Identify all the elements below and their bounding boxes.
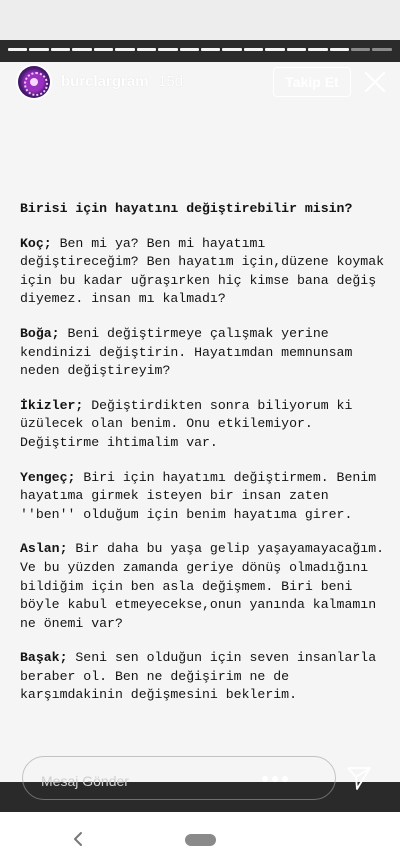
avatar[interactable] — [18, 66, 50, 98]
sign-entry — [20, 235, 385, 309]
sign-name: Aslan; — [20, 541, 68, 557]
progress-segment — [201, 48, 220, 51]
story-header — [0, 62, 400, 106]
sign-text: Ben mi ya? Ben mi hayatımı değiştireceğim? Ben hayatım için,düzene koymak için bu kadar uğraşırken hiç kimse bana değiş diyemez. insan mı kalmadı? — [20, 235, 385, 307]
message-placeholder: Mesaj Gönder — [41, 773, 129, 789]
sign-entry — [20, 397, 385, 453]
sign-name: Başak; — [20, 650, 68, 666]
progress-segment — [158, 48, 177, 51]
more-dot — [262, 776, 268, 782]
status-strip — [0, 0, 400, 40]
progress-segment — [51, 48, 70, 51]
sign-text: Biri için hayatımı değiştirmem. Benim hayatıma girmek isteyen bir insan zaten ''ben'' olduğum için benim hayatıma girer. — [20, 469, 377, 522]
sign-text: Seni sen olduğun için seven insanlarla beraber ol. Ben ne değişirim ne de karşımdakinin değişmesini beklerim. — [20, 650, 377, 703]
username[interactable]: burclargram — [61, 73, 149, 90]
progress-segment — [94, 48, 113, 51]
progress-segment — [115, 48, 134, 51]
progress-segment — [372, 48, 391, 51]
progress-segment — [180, 48, 199, 51]
follow-button[interactable]: Takip Et — [273, 67, 351, 97]
sign-entry — [20, 469, 385, 525]
progress-segment — [265, 48, 284, 51]
back-icon[interactable] — [70, 829, 86, 849]
progress-segment — [222, 48, 241, 51]
more-icon[interactable] — [262, 776, 292, 784]
story-viewer[interactable] — [0, 40, 400, 812]
sign-text: Bir daha bu yaşa gelip yaşayamayacağım. Ve bu yüzden zamanda geriye dönüş olmadığını bildiğim için ben asla değişmem. Biri beni böyle kabul etmeyecekse,onun yanında kalmamın ne önemi var? — [20, 541, 385, 631]
send-icon[interactable] — [345, 764, 373, 792]
post-time: 15d — [158, 73, 184, 90]
sign-name: Yengeç; — [20, 469, 76, 485]
sign-entry — [20, 649, 385, 705]
avatar-core — [30, 78, 38, 86]
system-nav-bar — [0, 812, 400, 866]
story-progress-bar — [8, 48, 392, 51]
more-dot — [282, 776, 288, 782]
progress-segment — [244, 48, 263, 51]
progress-segment — [137, 48, 156, 51]
progress-segment — [330, 48, 349, 51]
more-dot — [272, 776, 278, 782]
progress-segment — [29, 48, 48, 51]
sign-text: Beni değiştirmeye çalışmak yerine kendinizi değiştirin. Hayatımdan memnunsam neden değiştireyim? — [20, 325, 353, 379]
sign-name: İkizler; — [20, 397, 84, 413]
story-question: Birisi için hayatını değiştirebilir misin? — [20, 201, 353, 216]
sign-entry — [20, 540, 385, 633]
story-text — [20, 200, 385, 721]
progress-segment — [72, 48, 91, 51]
progress-segment — [287, 48, 306, 51]
sign-name: Boğa; — [20, 325, 60, 341]
message-bar — [0, 756, 400, 812]
sign-entry — [20, 325, 385, 381]
story-top-band — [0, 40, 400, 62]
close-icon[interactable] — [362, 69, 388, 95]
sign-name: Koç; — [20, 235, 52, 251]
sign-text: Değiştirdikten sonra biliyorum ki üzülecek olan benim. Onu etkilemiyor. Değiştirme ihtimalim var. — [20, 397, 353, 450]
progress-segment — [351, 48, 370, 51]
sign-entries — [20, 235, 385, 705]
home-pill[interactable] — [185, 834, 216, 846]
progress-segment — [308, 48, 327, 51]
progress-segment — [8, 48, 27, 51]
